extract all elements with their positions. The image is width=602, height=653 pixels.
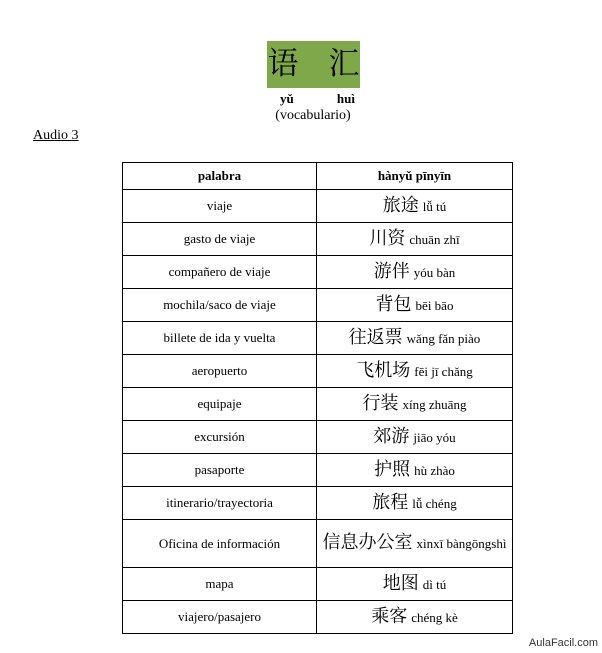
table-row — [123, 223, 513, 256]
title-pinyin-1: yǔ — [280, 91, 294, 106]
pinyin: lǚ chéng — [412, 495, 457, 511]
pinyin: chuān zhī — [409, 231, 460, 247]
title-box — [267, 41, 370, 88]
hanzi: 地图 — [382, 572, 419, 594]
watermark-logo: AulaFacil.com — [528, 637, 598, 649]
table-header-row — [123, 163, 513, 190]
column-header-palabra: palabra — [123, 163, 317, 190]
pinyin: dì tú — [422, 576, 447, 592]
spanish-word: compañero de viaje — [123, 256, 317, 289]
pinyin: wǎng fǎn piào — [406, 330, 481, 346]
spanish-word: equipaje — [123, 388, 317, 421]
table-row — [123, 355, 513, 388]
vocabulary-table — [122, 162, 513, 634]
spanish-word: viaje — [123, 190, 317, 223]
table-row — [123, 388, 513, 421]
chinese-word — [317, 322, 513, 355]
table-row — [123, 322, 513, 355]
pinyin: lǚ tú — [422, 198, 447, 214]
table-row — [123, 289, 513, 322]
spanish-word: viajero/pasajero — [123, 601, 317, 634]
table-row — [123, 190, 513, 223]
pinyin: chéng kè — [411, 609, 458, 625]
chinese-word — [317, 256, 513, 289]
pinyin: xíng zhuāng — [402, 396, 467, 412]
hanzi: 川资 — [369, 227, 406, 249]
table-row — [123, 421, 513, 454]
table-row — [123, 454, 513, 487]
audio-link[interactable]: Audio 3 — [33, 128, 79, 143]
hanzi: 背包 — [375, 293, 412, 315]
page-title: 语 汇 — [267, 46, 370, 82]
hanzi: 飞机场 — [356, 359, 411, 381]
chinese-word — [317, 355, 513, 388]
chinese-word — [317, 487, 513, 520]
pinyin: hù zhào — [414, 462, 455, 478]
table-row — [123, 256, 513, 289]
spanish-word: excursión — [123, 421, 317, 454]
table-row — [123, 568, 513, 601]
hanzi: 游伴 — [373, 260, 410, 282]
title-pinyin-2: huì — [336, 91, 355, 106]
pinyin: fēi jī chǎng — [414, 363, 473, 379]
pinyin: bēi bāo — [415, 297, 454, 313]
chinese-word — [317, 421, 513, 454]
hanzi: 旅程 — [372, 491, 409, 513]
hanzi: 往返票 — [348, 326, 403, 348]
chinese-word — [317, 223, 513, 256]
pinyin: xìnxī bàngōngshì — [416, 536, 507, 552]
spanish-word: billete de ida y vuelta — [123, 322, 317, 355]
chinese-word — [317, 388, 513, 421]
hanzi: 行装 — [362, 392, 399, 414]
chinese-word — [317, 289, 513, 322]
spanish-word: mapa — [123, 568, 317, 601]
title-pinyin — [277, 91, 357, 107]
chinese-word — [317, 190, 513, 223]
hanzi: 乘客 — [371, 605, 408, 627]
table-row — [123, 487, 513, 520]
spanish-word: gasto de viaje — [123, 223, 317, 256]
chinese-word — [317, 601, 513, 634]
table-row — [123, 520, 513, 568]
spanish-word: Oficina de información — [123, 520, 317, 568]
chinese-word — [317, 568, 513, 601]
table-row — [123, 601, 513, 634]
chinese-word — [317, 454, 513, 487]
spanish-word: itinerario/trayectoria — [123, 487, 317, 520]
hanzi: 郊游 — [373, 425, 410, 447]
spanish-word: pasaporte — [123, 454, 317, 487]
chinese-word — [317, 520, 513, 568]
spanish-word: aeropuerto — [123, 355, 317, 388]
pinyin: jiāo yóu — [413, 429, 456, 445]
page-subtitle: (vocabulario) — [275, 108, 351, 123]
spanish-word: mochila/saco de viaje — [123, 289, 317, 322]
hanzi: 信息办公室 — [322, 532, 413, 554]
hanzi: 旅途 — [382, 194, 419, 216]
hanzi: 护照 — [374, 458, 411, 480]
column-header-pinyin: hànyǔ pīnyīn — [317, 163, 513, 190]
pinyin: yóu bàn — [413, 264, 456, 280]
